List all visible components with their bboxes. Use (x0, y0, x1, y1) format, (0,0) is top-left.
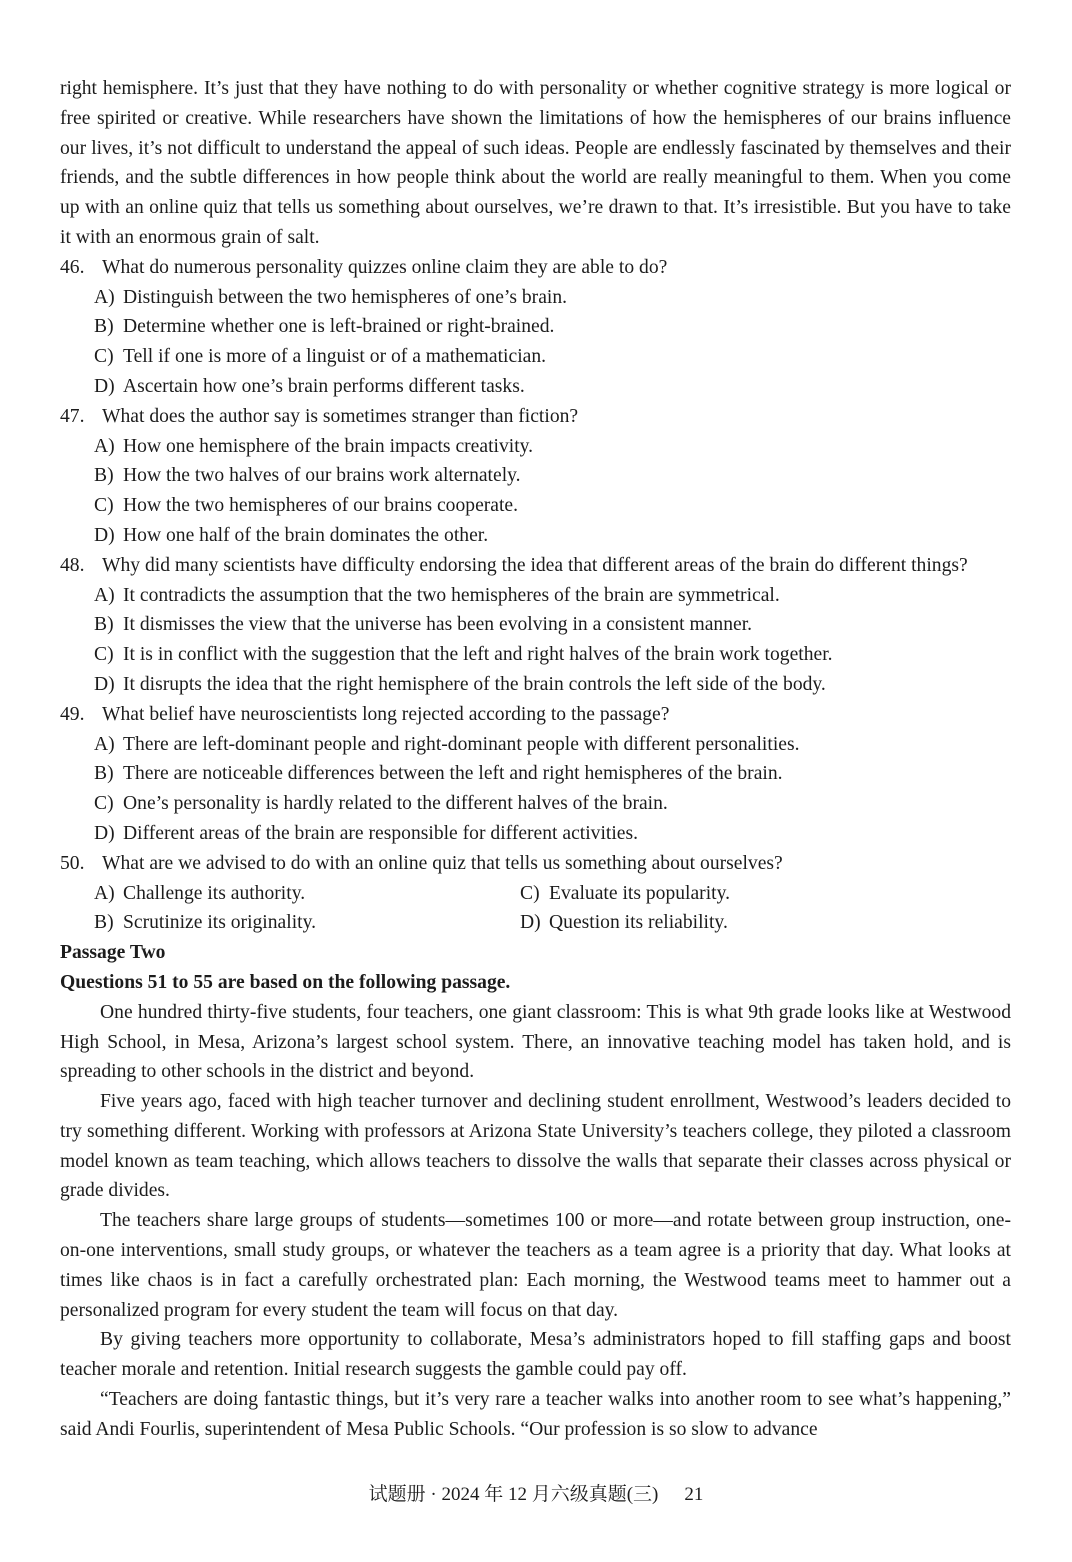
passage-paragraph-1: One hundred thirty-five students, four teachers, one giant classroom: This is what 9th grade looks like at Westwood High School, in Mesa, Arizona’s largest school system. There, an innovative teaching model has taken hold, and is spreading to other schools in the district and beyond. (60, 1001, 1011, 1083)
question-50-option-d (520, 908, 1011, 938)
question-text: What do numerous personality quizzes online claim they are able to do? (102, 256, 668, 278)
option-text: Question its reliability. (549, 912, 728, 934)
option-label: C) (94, 793, 114, 815)
question-47-option-d (60, 521, 1011, 551)
question-48-option-c (60, 640, 1011, 670)
option-label: C) (94, 644, 114, 666)
question-49-option-b (60, 759, 1011, 789)
option-label: B) (94, 763, 114, 785)
option-label: D) (94, 524, 115, 546)
question-46 (60, 253, 1011, 402)
question-46-option-d (60, 372, 1011, 402)
option-label: B) (94, 614, 114, 636)
question-47-option-b (60, 461, 1011, 491)
question-49 (60, 700, 1011, 849)
option-text: Determine whether one is left-brained or right-brained. (123, 316, 555, 338)
option-label: A) (94, 882, 115, 904)
option-label: C) (94, 346, 114, 368)
option-text: It disrupts the idea that the right hemisphere of the brain controls the left side of the body. (123, 673, 826, 695)
intro-paragraph: right hemisphere. It’s just that they have nothing to do with personality or whether cognitive strategy is more logical or free spirited or creative. While researchers have shown the limitations of how the hemispheres of our brains influence our lives, it’s not difficult to understand the appeal of such ideas. People are endlessly fascinated by themselves and their friends, and the subtle differences in how people think about the world are really meaningful to them. When you come up with an online quiz that tells us something about ourselves, we’re drawn to that. It’s irresistible. But you have to take it with an enormous grain of salt. (60, 78, 1011, 248)
question-46-option-c (60, 342, 1011, 372)
question-48-option-b (60, 610, 1011, 640)
passage-paragraph-2: Five years ago, faced with high teacher turnover and declining student enrollment, Westwood’s leaders decided to try something different. Working with professors at Arizona State University’s teachers college, they piloted a classroom model known as team teaching, which allows teachers to dissolve the walls that separate their classes across physical or grade divides. (60, 1091, 1011, 1202)
option-text: How one hemisphere of the brain impacts creativity. (123, 435, 534, 457)
question-46-option-b (60, 312, 1011, 342)
question-number: 49. (60, 703, 85, 725)
question-50-option-a (94, 879, 520, 909)
option-label: D) (94, 822, 115, 844)
option-label: A) (94, 733, 115, 755)
option-text: It dismisses the view that the universe has been evolving in a consistent manner. (123, 614, 753, 636)
option-text: Tell if one is more of a linguist or of a mathematician. (123, 346, 547, 368)
option-text: Different areas of the brain are responsible for different activities. (123, 822, 639, 844)
passage-paragraph-4: By giving teachers more opportunity to collaborate, Mesa’s administrators hoped to fill staffing gaps and boost teacher morale and retention. Initial research suggests the gamble could pay off. (60, 1329, 1011, 1381)
question-50-option-c (520, 879, 1011, 909)
option-text: It is in conflict with the suggestion that the left and right halves of the brain work together. (123, 644, 833, 666)
question-number: 50. (60, 852, 85, 874)
question-48 (60, 551, 1011, 700)
question-text: What belief have neuroscientists long rejected according to the passage? (102, 703, 670, 725)
question-number: 47. (60, 405, 85, 427)
question-48-option-d (60, 670, 1011, 700)
option-text: Distinguish between the two hemispheres of one’s brain. (123, 286, 568, 308)
option-text: How the two halves of our brains work alternately. (123, 465, 521, 487)
option-label: B) (94, 465, 114, 487)
option-label: C) (94, 495, 114, 517)
question-49-option-a (60, 730, 1011, 760)
question-number: 46. (60, 256, 85, 278)
option-text: How one half of the brain dominates the other. (123, 524, 489, 546)
option-label: B) (94, 316, 114, 338)
question-50 (60, 849, 1011, 938)
option-text: Evaluate its popularity. (549, 882, 731, 904)
option-text: One’s personality is hardly related to the different halves of the brain. (123, 793, 668, 815)
exam-page-content (60, 74, 1011, 1445)
option-label: A) (94, 435, 115, 457)
option-label: C) (520, 882, 540, 904)
option-label: D) (94, 673, 115, 695)
option-label: D) (94, 375, 115, 397)
question-49-option-d (60, 819, 1011, 849)
passage-paragraph-3: The teachers share large groups of students—sometimes 100 or more—and rotate between group instruction, one-on-one interventions, small study groups, or whatever the teachers as a team agree is a priority that day. What looks at times like chaos is in fact a carefully orchestrated plan: Each morning, the Westwood teams meet to hammer out a personalized program for every student the team will focus on that day. (60, 1210, 1011, 1321)
question-text: Why did many scientists have difficulty endorsing the idea that different areas of the brain do different things? (102, 554, 968, 576)
passage-two-instruction: Questions 51 to 55 are based on the following passage. (60, 971, 511, 993)
footer-page-number: 21 (684, 1484, 704, 1505)
page-footer (0, 1479, 1072, 1506)
footer-booklet-label: 试题册 · 2024 年 12 月六级真题(三) (368, 1484, 659, 1505)
option-label: A) (94, 584, 115, 606)
question-50-options (60, 879, 1011, 939)
question-text: What are we advised to do with an online quiz that tells us something about ourselves? (102, 852, 783, 874)
question-46-option-a (60, 283, 1011, 313)
option-label: D) (520, 912, 541, 934)
option-label: B) (94, 912, 114, 934)
question-47-option-a (60, 432, 1011, 462)
question-number: 48. (60, 554, 85, 576)
question-47-option-c (60, 491, 1011, 521)
question-47 (60, 402, 1011, 551)
option-text: Challenge its authority. (123, 882, 306, 904)
question-text: What does the author say is sometimes stranger than fiction? (102, 405, 579, 427)
passage-paragraph-5: “Teachers are doing fantastic things, but it’s very rare a teacher walks into another room to see what’s happening,” said Andi Fourlis, superintendent of Mesa Public Schools. “Our profession is so slow to advance (60, 1389, 1011, 1440)
option-text: Scrutinize its originality. (123, 912, 316, 934)
passage-two-title: Passage Two (60, 942, 166, 964)
option-text: It contradicts the assumption that the two hemispheres of the brain are symmetrical. (123, 584, 780, 606)
option-text: Ascertain how one’s brain performs different tasks. (123, 375, 525, 397)
option-text: There are left-dominant people and right-dominant people with different personalities. (123, 733, 800, 755)
question-49-option-c (60, 789, 1011, 819)
option-text: There are noticeable differences between the left and right hemispheres of the brain. (123, 763, 783, 785)
question-48-option-a (60, 581, 1011, 611)
option-label: A) (94, 286, 115, 308)
option-text: How the two hemispheres of our brains cooperate. (123, 495, 519, 517)
question-50-option-b (94, 908, 520, 938)
